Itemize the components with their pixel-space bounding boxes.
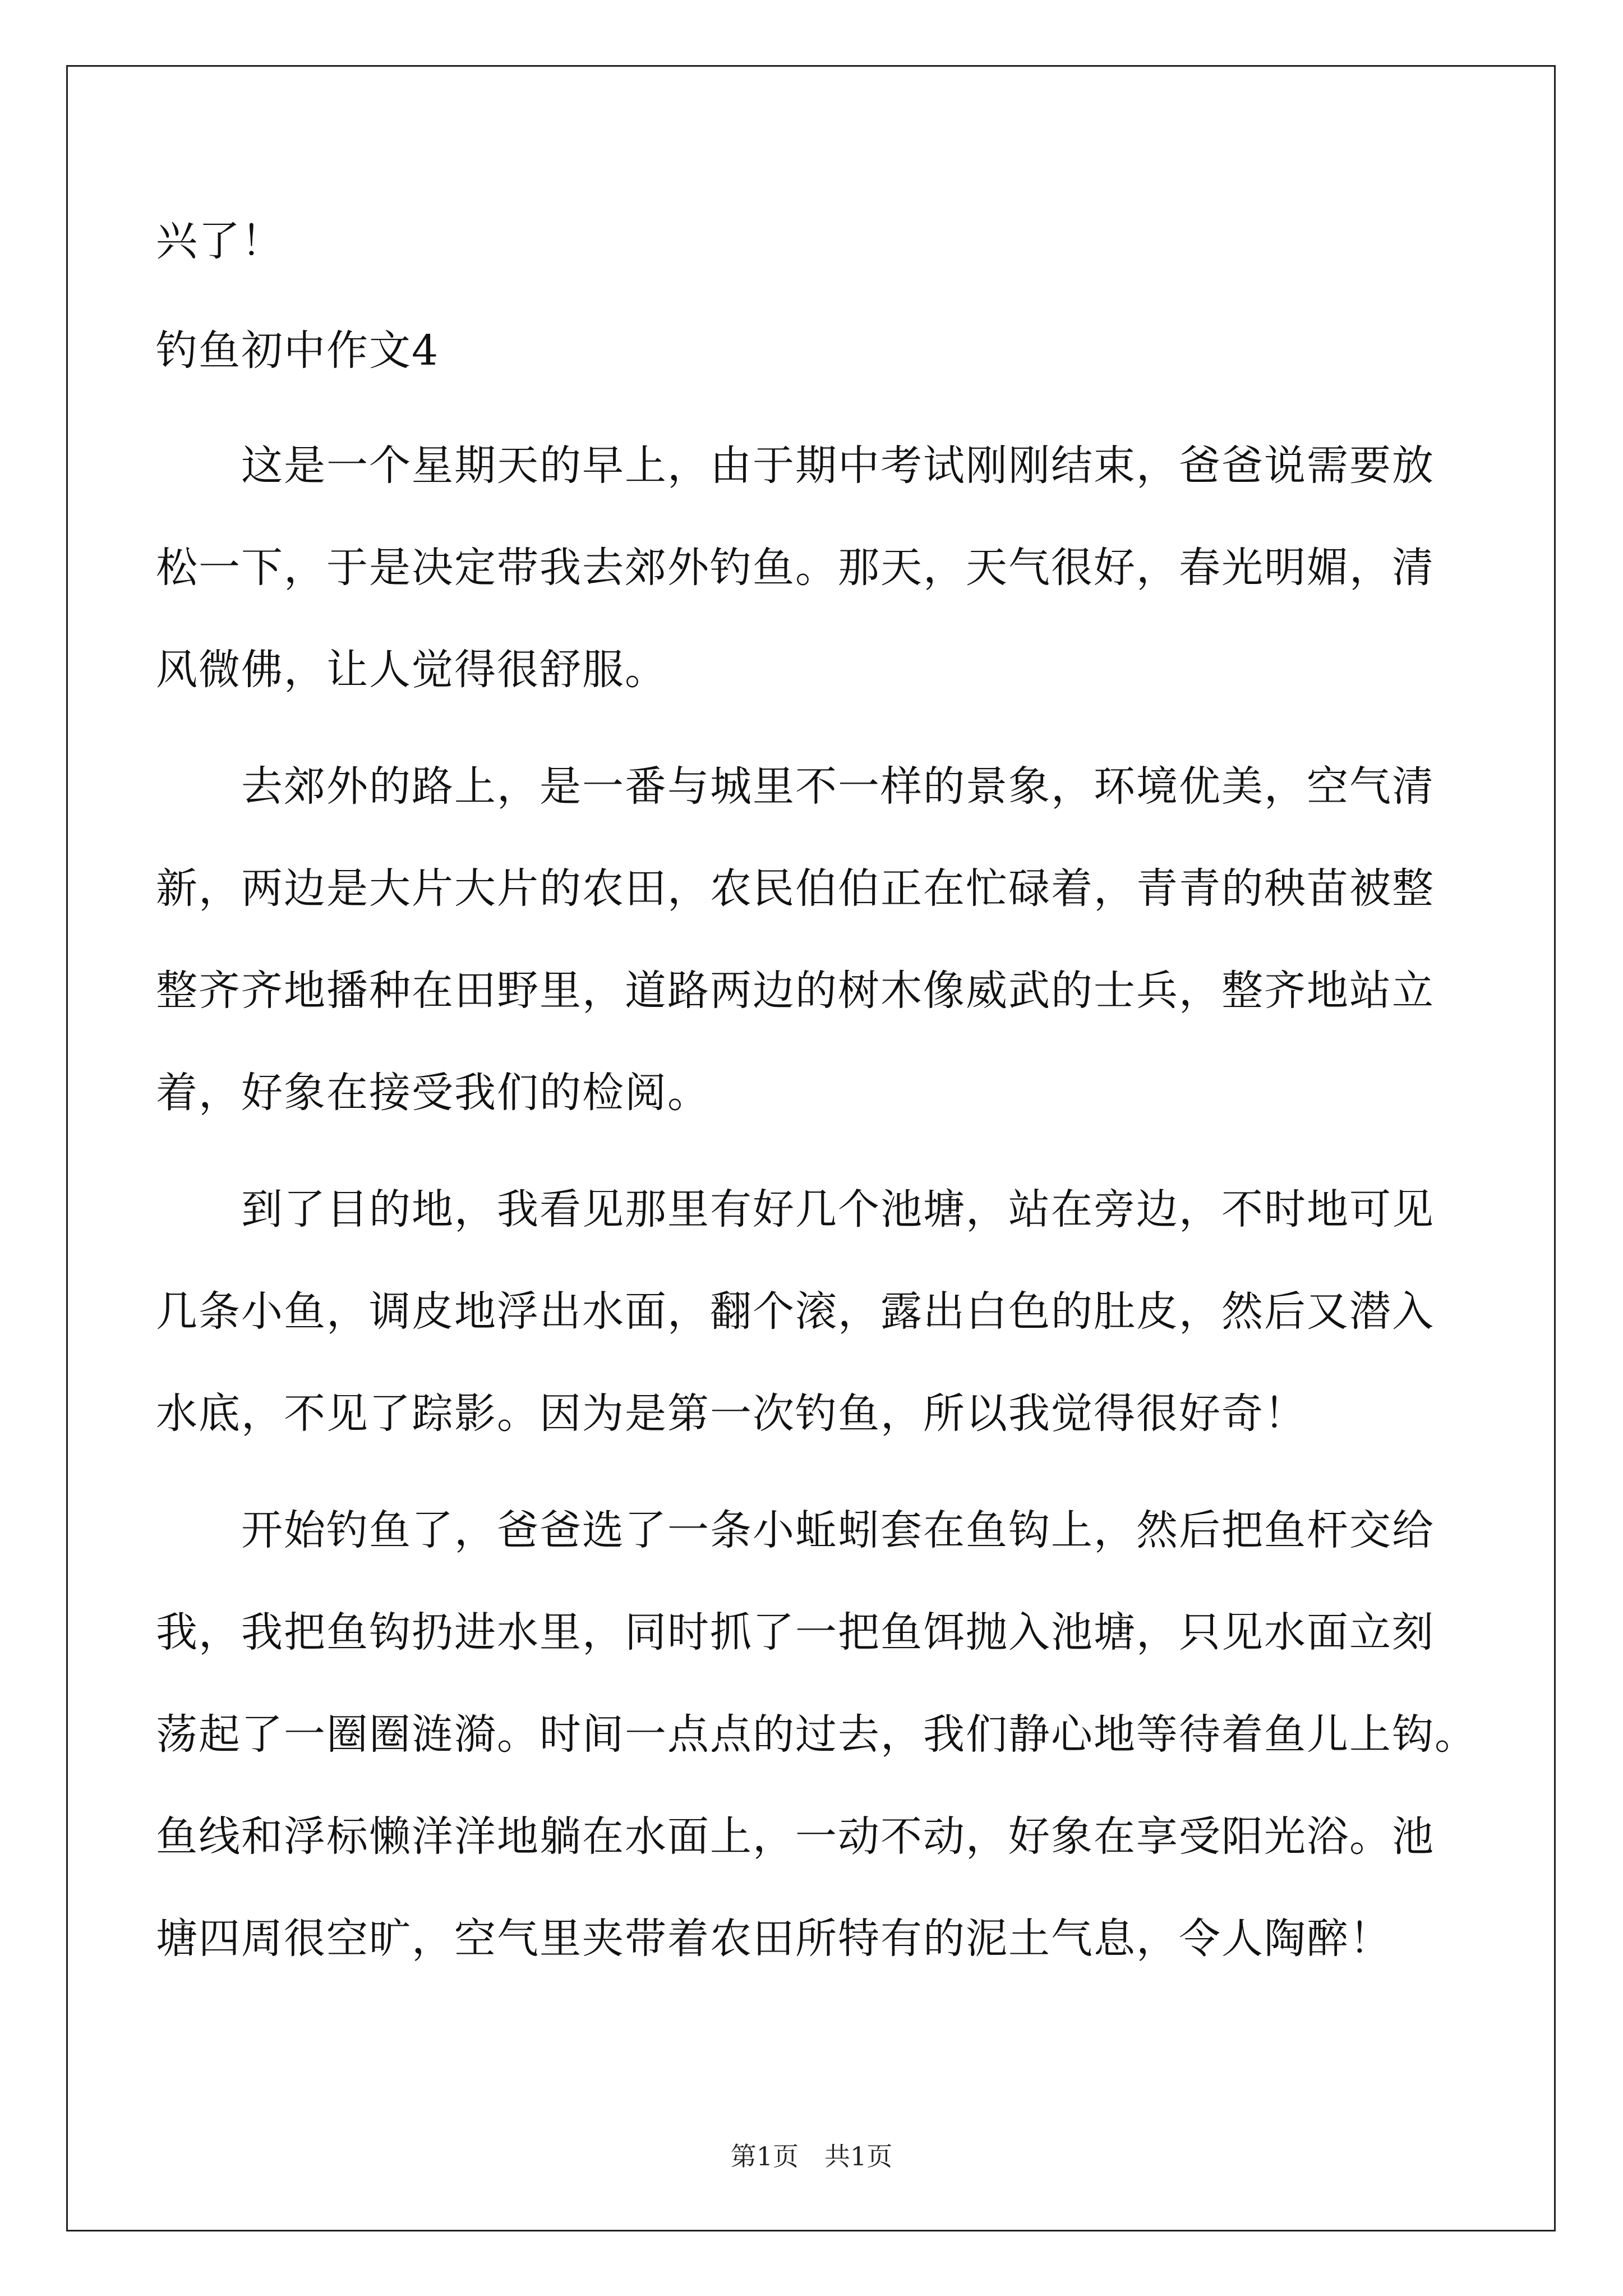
text-line: 着，好象在接受我们的检阅。 bbox=[156, 1069, 710, 1117]
text-line: 到了目的地，我看见那里有好几个池塘，站在旁边，不时地可见 bbox=[156, 1185, 1435, 1234]
text-line: 兴了！ bbox=[156, 217, 284, 265]
text-line: 风微佛，让人觉得很舒服。 bbox=[156, 646, 667, 694]
text-line: 几条小鱼，调皮地浮出水面，翻个滚，露出白色的肚皮，然后又潜入 bbox=[156, 1287, 1435, 1336]
text-line: 荡起了一圈圈涟漪。时间一点点的过去，我们静心地等待着鱼儿上钩。 bbox=[156, 1710, 1477, 1759]
text-line: 新，两边是大片大片的农田，农民伯伯正在忙碌着，青青的秧苗被整 bbox=[156, 864, 1435, 913]
text-line: 我，我把鱼钩扔进水里，同时抓了一把鱼饵抛入池塘，只见水面立刻 bbox=[156, 1608, 1435, 1657]
text-line: 去郊外的路上，是一番与城里不一样的景象，环境优美，空气清 bbox=[156, 762, 1435, 811]
text-line: 塘四周很空旷，空气里夹带着农田所特有的泥土气息，令人陶醉！ bbox=[156, 1915, 1392, 1963]
text-line: 开始钓鱼了，爸爸选了一条小蚯蚓套在鱼钩上，然后把鱼杆交给 bbox=[156, 1506, 1435, 1554]
text-line: 鱼线和浮标懒洋洋地躺在水面上，一动不动，好象在享受阳光浴。池 bbox=[156, 1812, 1435, 1861]
text-line: 水底，不见了踪影。因为是第一次钓鱼，所以我觉得很好奇！ bbox=[156, 1389, 1307, 1438]
page-number-footer: 第1页 共1页 bbox=[730, 2141, 893, 2171]
text-line: 这是一个星期天的早上，由于期中考试刚刚结束，爸爸说需要放 bbox=[156, 441, 1435, 490]
text-line: 松一下，于是决定带我去郊外钓鱼。那天，天气很好，春光明媚，清 bbox=[156, 544, 1435, 592]
section-title: 钓鱼初中作文4 bbox=[156, 326, 440, 375]
page-border bbox=[66, 65, 1556, 2231]
text-line: 整齐齐地播种在田野里，道路两边的树木像威武的士兵，整齐地站立 bbox=[156, 967, 1435, 1015]
